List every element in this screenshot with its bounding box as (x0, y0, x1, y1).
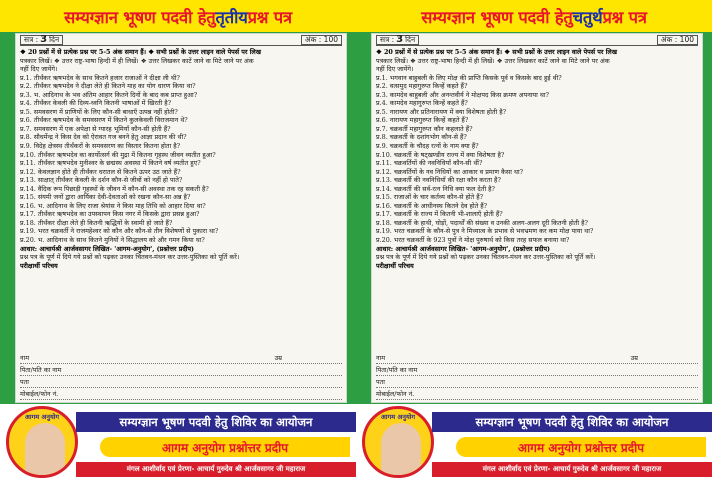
question-line: प्र.13. साक्षात् तीर्थंकर केवली के दर्शन कौन-से जीवों को नहीं हो पाते? (20, 176, 183, 185)
form-row[interactable] (20, 364, 342, 376)
question-line: पत्रकार लिखें। ❖ उत्तर राष्ट्र-भाषा हिन्दी में ही लिखें। ❖ उत्तर लिखकर काटें जाने वा मिटे जाने पर अंक (376, 56, 610, 65)
footer-subtitle: आगम अनुयोग प्रश्नोत्तर प्रदीप (100, 437, 350, 457)
question-line: प्र.8. सौधर्मेन्द्र ने किस देव को ऐरावत गज बनने हेतु आज्ञा प्रदान की थी? (20, 133, 187, 142)
session-label: सत्र : (24, 34, 39, 44)
form-label: मोबाईल/फोन नं. (376, 390, 415, 398)
form-row[interactable] (20, 352, 342, 364)
question-line: प्र.17. चक्रवर्ती के राज्य में कितनी भी-शालाएँ होती हैं? (376, 210, 503, 219)
green-frame (356, 32, 712, 404)
question-line: प्र.20. भरत चक्रवर्ती के 923 पुत्रों ने मोक्ष पुरुषार्थ को किस तरह सफल बनाया था? (376, 236, 570, 245)
question-line: प्र.3. भ. आदिनाथ के भव अंतिम आहार कितने दिनों के बाद कब प्राप्त हुआ? (20, 90, 198, 99)
question-list (376, 48, 698, 270)
question-paper-fourth (356, 0, 712, 481)
form-row[interactable] (20, 388, 342, 400)
question-line: प्र.6. नारायण महागुरुप्त किन्हें कहते हैं? (376, 116, 469, 125)
question-line: प्र.18. तीर्थंकर दीक्षा लेते ही कितनी ऋद्धियों के स्वामी हो जाते हैं? (20, 218, 173, 227)
title-prefix: सम्यग्ज्ञान भूषण पदवी हेतु (421, 7, 573, 27)
form-row[interactable] (20, 376, 342, 388)
question-line: प्रश्न पत्र के पूर्ण में दिये गये प्रश्नों को पढ़कर उनका चिंतवन-मंथन कर उत्तर-पुस्तिका को पूर्ति करें। (376, 253, 596, 262)
question-line: आधार: आचार्यश्री आर्जवसागर लिखित- 'आगम-अनुयोग', (प्रश्नोत्तर प्रदीप) (20, 244, 195, 253)
question-list (20, 48, 342, 270)
paper-header (376, 34, 698, 46)
marks-box (657, 35, 698, 45)
question-line: प्र.2. तीर्थंकर ऋषभदेव ने दीक्षा लेते ही कितने माह का योग धारण किया था? (20, 82, 196, 91)
question-line: प्र.14. चक्रवर्ती की सर्व-रत्न निधि क्या फल देती है? (376, 184, 495, 193)
footer-blessing: मंगल आशीर्वाद एवं प्रेरणा- आचार्य गुरुदेव श्री आर्जवसागर जी महाराज (432, 462, 712, 477)
guru-portrait (381, 423, 421, 478)
form-label: पता (376, 378, 385, 386)
age-label: उम्र (274, 354, 282, 362)
title-highlight: तृतीय (215, 7, 248, 27)
title-suffix: प्रश्न पत्र (247, 7, 292, 27)
question-line: ❖ 20 प्रश्नों में से प्रत्येक प्रश्न पर 5-5 अंक समान हैं। ❖ सभी प्रश्नों के उत्तर लाइन वाले पेपर्स पर लिख (20, 48, 261, 56)
form-label: मोबाईल/फोन नं. (20, 390, 59, 398)
logo-emblem (362, 406, 434, 478)
question-line: प्र.1. तीर्थंकर ऋषभदेव के साथ कितने हजार राजाओं ने दीक्षा ली थी? (20, 73, 180, 82)
title-prefix: सम्यग्ज्ञान भूषण पदवी हेतु (64, 7, 216, 27)
question-line: प्र.12. चक्रवर्तियों के नव निधियों का आकार व प्रमाण कैसा था? (376, 167, 524, 176)
form-row[interactable] (376, 376, 698, 388)
paper-sheet (16, 34, 346, 402)
footer (0, 404, 356, 481)
paper-title-banner (0, 0, 356, 32)
question-line: प्र.18. चक्रवर्ती के हाथी, घोड़ों, पदार्थों की संख्या व उनकी अलग-अलग दूरी कितनी होती है? (376, 218, 588, 227)
form-label: पिता/पति का नाम (376, 366, 418, 374)
paper-title-banner (356, 0, 712, 32)
question-line: प्र.16. भ. आदिनाथ के लिए राजा श्रेयांस ने किस माह तिथि को आहार दिया था? (20, 201, 206, 210)
question-line: नहीं दिए जायेंगे। (376, 65, 414, 74)
question-line: नहीं दिए जायेंगे। (20, 65, 58, 74)
question-line: ❖ 20 प्रश्नों में से प्रत्येक प्रश्न पर 5-5 अंक समान हैं। ❖ सभी प्रश्नों के उत्तर लाइन वाले पेपर्स पर लिख (376, 48, 617, 56)
footer-title: सम्यग्ज्ञान भूषण पदवी हेतु शिविर का आयोजन (76, 412, 356, 432)
question-line: प्र.12. केवलज्ञान होते ही तीर्थंकर धरातल से कितने ऊपर उठ जाते हैं? (20, 167, 181, 176)
question-line: प्र.20. भ. आदिनाथ के साथ कितने मुनियों ने सिद्धालय को और गमन किया था? (20, 236, 205, 245)
green-frame (0, 32, 356, 404)
form-label: पता (20, 378, 29, 386)
form-label: नाम (20, 354, 30, 362)
question-line: प्र.16. चक्रवर्ती के आधीनस्थ कितने देव होते हैं? (376, 201, 488, 210)
question-line: प्र.9. चक्रवर्ती के चौदह रत्नों के नाम क्या हैं? (376, 142, 479, 151)
question-line: प्र.7. समवसरण में एक अपेक्षा से ग्यारह भूमियाँ कौन-सी होती हैं? (20, 124, 171, 133)
age-label: उम्र (630, 354, 638, 362)
session-value: 3 (396, 34, 404, 45)
paper-header (20, 34, 342, 46)
session-box (20, 35, 63, 45)
guru-portrait (25, 423, 65, 478)
question-line: प्र.13. चक्रवर्ती की नवनिधियाँ की रक्षा कौन करता है? (376, 176, 501, 185)
form-label: नाम (376, 354, 386, 362)
question-line: प्र.9. विदेह क्षेत्रस्थ तीर्थंकरों के समवसरण का विस्तार कितना होता है? (20, 142, 181, 151)
logo-emblem (6, 406, 78, 478)
session-box (376, 35, 419, 45)
question-line: प्र.2. वत्समुद महागुरुप्त किन्हें कहते हैं? (376, 82, 468, 91)
session-value: 3 (40, 34, 48, 45)
footer-blessing: मंगल आशीर्वाद एवं प्रेरणा- आचार्य गुरुदेव श्री आर्जवसागर जी महाराज (76, 462, 356, 477)
question-line: प्र.5. समवसरण में प्राणियों के लिए कौन-सी बाधाएँ उत्पन्न नहीं होती? (20, 107, 178, 116)
question-line: प्र.14. वैदिक रूप पिछाड़ी गृहस्थों के जीवन में कौन-सी अवस्था तक रह सकती है? (20, 184, 209, 193)
question-line: आधार: आचार्यश्री आर्जवसागर लिखित- 'आगम-अनुयोग', (प्रश्नोत्तर प्रदीप) (376, 244, 551, 253)
question-line: प्र.10. तीर्थंकर ऋषभदेव का कार्योत्सर्ग की मुद्रा में कितना गृहस्थ जीवन व्यतीत हुआ? (20, 150, 216, 159)
question-line: प्र.3. कामदेव बाहुबली और अनन्तवीर्य ने मोक्षपद किस क्रमण अपनाया था? (376, 90, 549, 99)
logo-text: आगम अनुयोग (24, 413, 60, 421)
question-line: प्र.1. भगवान बाहुबली के लिए मोक्ष की प्राप्ति किसके पूर्व व किसके बाद हुई थी? (376, 73, 562, 82)
question-line: प्र.11. चक्रवर्तियों की नवनिधियाँ कौन-सी थीं? (376, 159, 483, 168)
question-line: प्र.4. तीर्थंकर केवली की दिव्य-ध्वनि कितनी भाषाओं में खिरती है? (20, 99, 172, 108)
marks-box (301, 35, 342, 45)
question-line: प्र.10. चक्रवर्ती के षट्खण्डीय राज्य में क्या विशेषता है? (376, 150, 505, 159)
session-label: सत्र : (380, 34, 395, 44)
paper-sheet (372, 34, 702, 402)
question-line: प्र.19. भरत चक्रवर्ती के कौन-से पुत्र ने मिथ्यात्व के प्रभाव से भवभ्रमण कर कम मोक्ष पाया था? (376, 227, 594, 236)
question-line: प्र.6. तीर्थंकर ऋषभदेव के समवसरण में कितने कुलकेवली विराजमान थे? (20, 116, 188, 125)
footer (356, 404, 712, 481)
form-label: पिता/पति का नाम (20, 366, 62, 374)
session-unit: दिन (405, 34, 416, 44)
session-unit: दिन (49, 34, 60, 44)
form-row[interactable] (376, 388, 698, 400)
question-line: परीक्षार्थी परिचय (376, 261, 414, 270)
question-line: प्र.7. चक्रवर्ती महागुरुप्त कौन कहलाते हैं? (376, 124, 473, 133)
marks-value: अंक : 100 (304, 34, 338, 44)
question-line: प्र.15. संयमी जनों द्वारा आर्यिका देवी-देवताओं को रखना कौन-सा अन्न है? (20, 193, 191, 202)
question-line: प्र.8. चक्रवर्ती के दशांगभोग कौन-से हैं? (376, 133, 467, 142)
logo-text: आगम अनुयोग (380, 413, 416, 421)
question-line: प्र.5. नारायण और प्रतिनारायण में क्या विशेषता होती है? (376, 107, 507, 116)
question-line: पत्रकार लिखें। ❖ उत्तर राष्ट्र-भाषा हिन्दी में ही लिखें। ❖ उत्तर लिखकर काटें जाने वा मिटे जाने पर अंक (20, 56, 254, 65)
question-line: प्र.11. तीर्थंकर ऋषभदेव मुनीश्वर के छद्मस्थ अवस्था में कितने वर्ष व्यतीत हुए? (20, 159, 201, 168)
marks-value: अंक : 100 (660, 34, 694, 44)
candidate-form (376, 352, 698, 400)
question-line: प्र.17. तीर्थंकर ऋषभदेव का उपस्थापन किस नगर में किसके द्वारा प्रसन्न हुआ? (20, 210, 200, 219)
form-row[interactable] (376, 364, 698, 376)
form-row[interactable] (376, 352, 698, 364)
question-line: प्रश्न पत्र के पूर्ण में दिये गये प्रश्नों को पढ़कर उनका चिंतवन-मंथन कर उत्तर-पुस्तिका को पूर्ति करें। (20, 253, 240, 262)
footer-title: सम्यग्ज्ञान भूषण पदवी हेतु शिविर का आयोजन (432, 412, 712, 432)
question-line: प्र.4. कामदेव महागुरुप्त किन्हें कहते हैं? (376, 99, 468, 108)
question-line: प्र.19. भरत चक्रवर्ती ने राजमहेश्वर को कौन और कौन-से तीन विशेषणों से पुकारा था? (20, 227, 219, 236)
title-suffix: प्रश्न पत्र (602, 7, 647, 27)
title-highlight: चतुर्थ (572, 7, 603, 27)
candidate-form (20, 352, 342, 400)
question-line: प्र.15. राजाओं के चार कर्तव्य कौन-से होते हैं? (376, 193, 484, 202)
footer-subtitle: आगम अनुयोग प्रश्नोत्तर प्रदीप (456, 437, 706, 457)
question-line: परीक्षार्थी परिचय (20, 261, 58, 270)
